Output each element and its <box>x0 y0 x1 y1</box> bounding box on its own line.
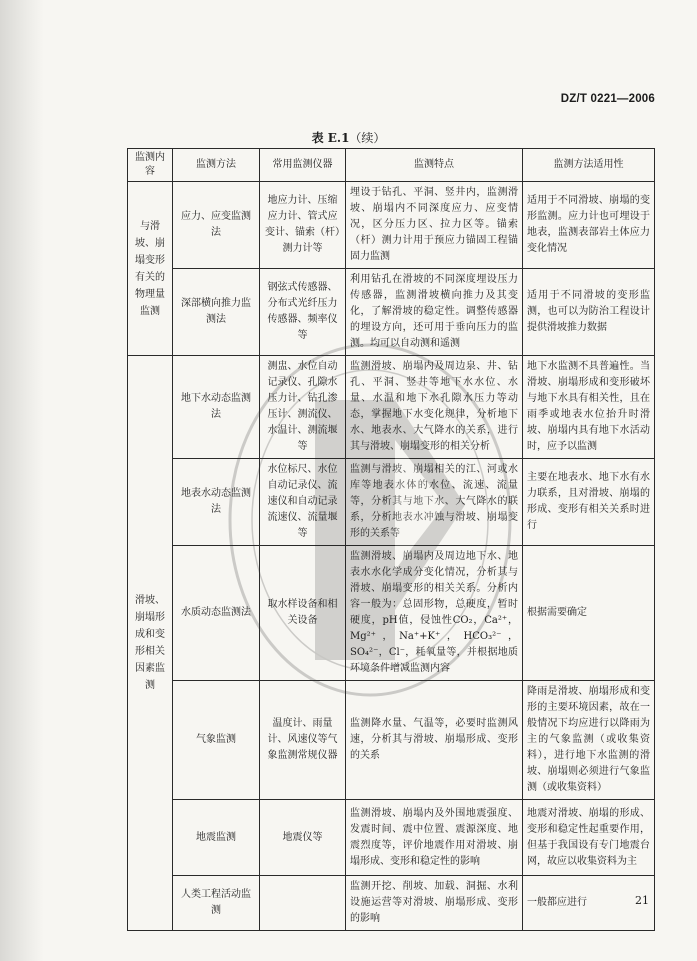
column-header: 监测内容 <box>128 149 173 182</box>
column-header: 监测特点 <box>346 149 523 182</box>
method-cell: 水质动态监测法 <box>173 546 260 681</box>
column-header: 常用监测仪器 <box>260 149 346 182</box>
method-cell: 气象监测 <box>173 681 260 800</box>
instrument-cell: 地应力计、压缩应力计、管式应变计、锚索（杆）测力计等 <box>260 182 346 269</box>
column-header: 监测方法 <box>173 149 260 182</box>
table-header-row <box>128 149 655 182</box>
method-cell: 地表水动态监测法 <box>173 459 260 546</box>
column-header: 监测方法适用性 <box>523 149 655 182</box>
applicability-cell: 地下水监测不具普遍性。当滑坡、崩塌形成和变形破坏与地下水具有相关性，且在雨季或地表水位抬升时滑坡、崩塌内具有地下水活动时，应予以监测 <box>523 356 655 459</box>
category-cell: 与滑坡、崩塌变形有关的物理量监测 <box>128 182 173 356</box>
monitoring-methods-table <box>127 148 655 931</box>
feature-cell: 利用钻孔在滑坡的不同深度埋设压力传感器，监测滑坡横向推力及其变化，了解滑坡的稳定性。调整传感器的埋设方向，还可用于垂向压力的监测。均可以自动测和遥测 <box>346 269 523 356</box>
feature-cell: 监测开挖、削坡、加载、洞掘、水利设施运营等对滑坡、崩塌形成、变形的影响 <box>346 876 523 931</box>
instrument-cell <box>260 876 346 931</box>
applicability-cell: 降雨是滑坡、崩塌形成和变形的主要环境因素，故在一般情况下均应进行以降雨为主的气象监测（或收集资料），进行地下水监测的滑坡、崩塌则必须进行气象监测（或收集资料） <box>523 681 655 800</box>
instrument-cell: 水位标尺、水位自动记录仪、流速仪和自动记录流速仪、流量堰等 <box>260 459 346 546</box>
standard-code: DZ/T 0221—2006 <box>560 93 655 105</box>
table-row <box>128 269 655 356</box>
applicability-cell: 主要在地表水、地下水有水力联系，且对滑坡、崩塌的形成、变形有相关关系时进行 <box>523 459 655 546</box>
instrument-cell: 测盅、水位自动记录仪、孔隙水压力计、钻孔渗压计、测流仪、水温计、测流堰等 <box>260 356 346 459</box>
table-row <box>128 356 655 459</box>
instrument-cell: 取水样设备和相关设备 <box>260 546 346 681</box>
method-cell: 应力、应变监测法 <box>173 182 260 269</box>
table-row <box>128 876 655 931</box>
feature-cell: 埋设于钻孔、平洞、竖井内，监测滑坡、崩塌内不同深度应力、应变情况，区分压力区、拉力区等。锚索（杆）测力计用于预应力锚固工程锚固力监测 <box>346 182 523 269</box>
applicability-cell: 地震对滑坡、崩塌的形成、变形和稳定性起重要作用，但基于我国设有专门地震台网，故应以收集资料为主 <box>523 800 655 876</box>
table-row <box>128 546 655 681</box>
feature-cell: 监测降水量、气温等，必要时监测风速，分析其与滑坡、崩塌形成、变形的关系 <box>346 681 523 800</box>
method-cell: 深部横向推力监测法 <box>173 269 260 356</box>
instrument-cell: 温度计、雨量计、风速仪等气象监测常规仪器 <box>260 681 346 800</box>
table-row <box>128 681 655 800</box>
category-cell: 滑坡、崩塌形成和变形相关因素监测 <box>128 356 173 931</box>
table-row <box>128 800 655 876</box>
table-caption <box>0 129 697 146</box>
applicability-cell: 适用于不同滑坡、崩塌的变形监测。应力计也可埋设于地表，监测表部岩土体应力变化情况 <box>523 182 655 269</box>
feature-cell: 监测与滑坡、崩塌相关的江、河或水库等地表水体的水位、流速、流量等，分析其与地下水、大气降水的联系，分析地表水冲蚀与滑坡、崩塌变形的关系等 <box>346 459 523 546</box>
table-row <box>128 182 655 269</box>
applicability-cell: 根据需要确定 <box>523 546 655 681</box>
page-number: 21 <box>635 894 649 907</box>
method-cell: 地下水动态监测法 <box>173 356 260 459</box>
method-cell: 地震监测 <box>173 800 260 876</box>
method-cell: 人类工程活动监测 <box>173 876 260 931</box>
feature-cell: 监测滑坡、崩塌内及外围地震强度、发震时间、震中位置、震源深度、地震烈度等，评价地震作用对滑坡、崩塌形成、变形和稳定性的影响 <box>346 800 523 876</box>
feature-cell: 监测滑坡、崩塌内及周边地下水、地表水水化学成分变化情况，分析其与滑坡、崩塌变形的相关关系。分析内容一般为：总固形物，总硬度，暂时硬度，pH值，侵蚀性CO₂，Ca²⁺，Mg²⁺，Na⁺+K⁺，HCO₃²⁻，SO₄²⁻，Cl⁻，耗氧量等，并根据地质环境条件增减监测内容 <box>346 546 523 681</box>
feature-cell: 监测滑坡、崩塌内及周边泉、井、钻孔、平洞、竖井等地下水水位、水量、水温和地下水孔隙水压力等动态，掌握地下水变化规律，分析地下水、地表水、大气降水的关系，进行其与滑坡、崩塌变形的相关分析 <box>346 356 523 459</box>
instrument-cell: 钢弦式传感器、分布式光纤压力传感器、频率仪等 <box>260 269 346 356</box>
instrument-cell: 地震仪等 <box>260 800 346 876</box>
applicability-cell: 适用于不同滑坡的变形监测，也可以为防治工程设计提供滑坡推力数据 <box>523 269 655 356</box>
table-caption-title: 表 E.1 <box>311 131 350 145</box>
applicability-cell: 一般都应进行 <box>523 876 655 931</box>
table-caption-suffix: （续） <box>349 131 386 145</box>
table-row <box>128 459 655 546</box>
